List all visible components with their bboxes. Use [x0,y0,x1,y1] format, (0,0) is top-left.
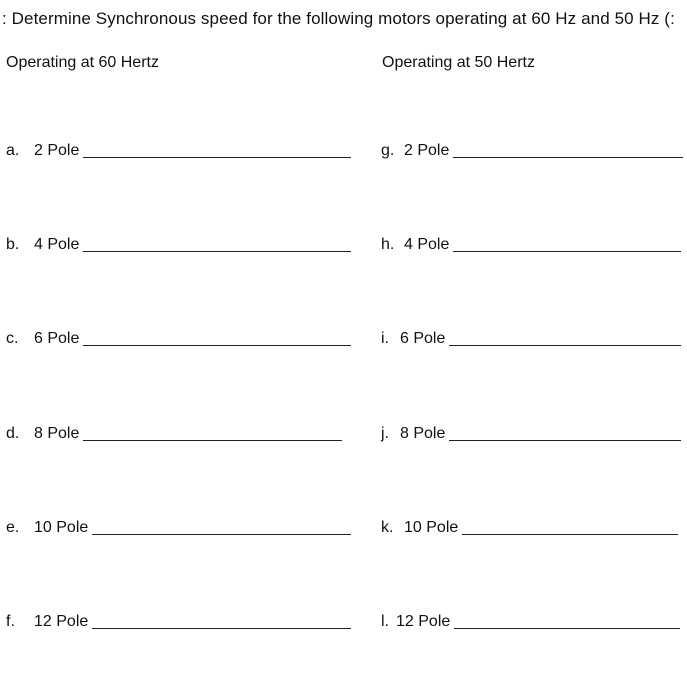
question-h [381,234,681,256]
question-l [381,611,680,633]
question-e [0,517,351,539]
question-a [0,140,351,162]
answer-line[interactable] [453,237,681,252]
answer-line[interactable] [449,331,681,346]
question-letter: a. [6,142,20,159]
question-label: 10 Pole [404,519,459,536]
question-c [0,328,351,350]
answer-line[interactable] [92,614,351,629]
question-letter: l. [381,613,389,630]
answer-line[interactable] [454,614,680,629]
question-label: 12 Pole [34,613,89,630]
question-letter: f. [6,613,15,630]
question-label: 2 Pole [404,142,450,159]
worksheet-title: : Determine Synchronous speed for the following motors operating at 60 Hz and 50 Hz (: [2,9,675,28]
answer-line[interactable] [83,237,351,252]
answer-line[interactable] [83,426,342,441]
question-letter: c. [6,330,19,347]
question-b [0,234,351,256]
question-letter: g. [381,142,395,159]
question-g [381,140,683,162]
question-label: 6 Pole [400,330,446,347]
question-letter: j. [381,425,389,442]
answer-line[interactable] [462,520,678,535]
question-label: 8 Pole [400,425,446,442]
heading-60hz: Operating at 60 Hertz [6,54,159,71]
question-label: 12 Pole [396,613,451,630]
question-letter: i. [381,330,389,347]
answer-line[interactable] [83,331,351,346]
question-label: 8 Pole [34,425,80,442]
question-label: 6 Pole [34,330,80,347]
question-label: 2 Pole [34,142,80,159]
question-i [381,328,681,350]
answer-line[interactable] [453,143,683,158]
answer-line[interactable] [83,143,351,158]
question-j [381,423,681,445]
answer-line[interactable] [92,520,351,535]
question-f [0,611,351,633]
question-label: 4 Pole [34,236,80,253]
question-d [0,423,342,445]
question-label: 4 Pole [404,236,450,253]
question-label: 10 Pole [34,519,89,536]
question-letter: b. [6,236,20,253]
question-letter: e. [6,519,20,536]
question-letter: d. [6,425,20,442]
question-letter: h. [381,236,395,253]
question-k [381,517,678,539]
answer-line[interactable] [449,426,681,441]
question-letter: k. [381,519,394,536]
heading-50hz: Operating at 50 Hertz [382,54,535,71]
